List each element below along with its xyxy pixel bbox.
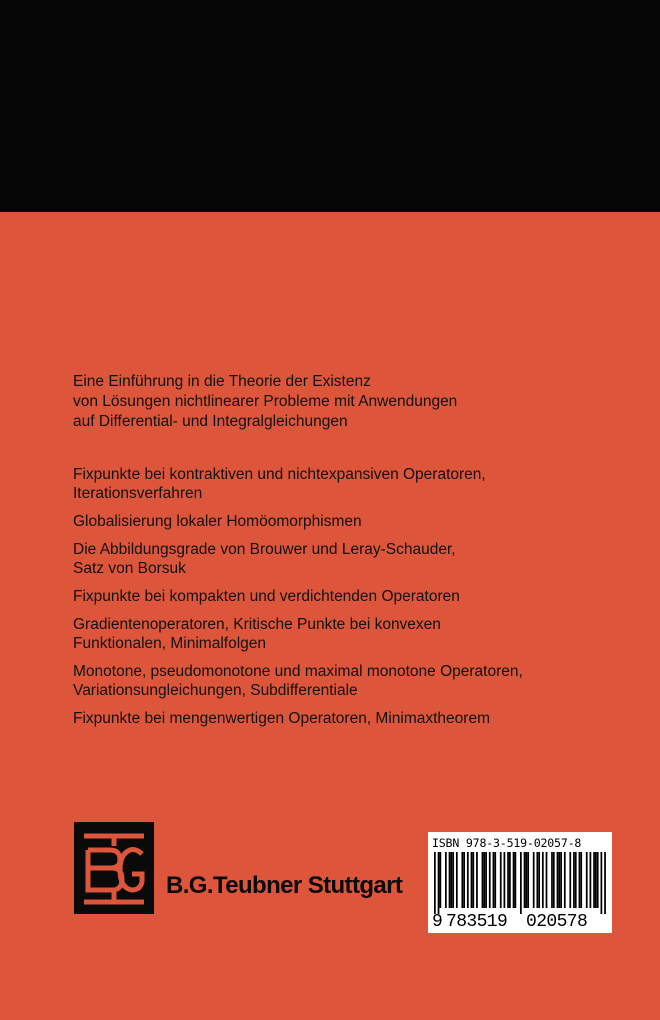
topic-line: Die Abbildungsgrade von Brouwer und Leray-Schauder,: [73, 541, 456, 558]
barcode-bar: [476, 852, 478, 908]
barcode-bar: [542, 852, 544, 908]
barcode-bar: [445, 852, 447, 908]
black-top-band: [0, 0, 660, 212]
topic-line: Monotone, pseudomonotone und maximal monotone Operatoren,: [73, 663, 523, 680]
barcode-bar: [536, 852, 538, 908]
barcode-bar: [449, 852, 451, 908]
topic-item: [73, 465, 648, 503]
intro-line: von Lösungen nichtlinearer Probleme mit Anwendungen: [73, 393, 458, 410]
intro-text: [73, 372, 643, 432]
topic-line: Iterationsverfahren: [73, 485, 203, 502]
barcode-bar: [471, 852, 473, 908]
barcode-bar: [434, 852, 436, 914]
barcode-bar: [590, 852, 592, 908]
barcode-group-2: 020578: [526, 912, 588, 932]
barcode-bar: [461, 852, 463, 908]
barcode-bar: [450, 852, 452, 908]
topic-line: Globalisierung lokaler Homöomorphismen: [73, 513, 362, 530]
barcode-bar: [597, 852, 599, 908]
barcode-bar: [551, 852, 553, 908]
barcode-bar: [456, 852, 458, 908]
barcode-bar: [439, 852, 441, 908]
barcode-bar: [569, 852, 571, 908]
barcode-bar: [533, 852, 535, 908]
teubner-logo: [74, 822, 154, 914]
topic-item: [73, 512, 648, 531]
topic-line: Funktionalen, Minimalfolgen: [73, 635, 266, 652]
topic-item: [73, 709, 648, 728]
barcode-bar: [580, 852, 582, 908]
topic-line: Variationsungleichungen, Subdifferentiale: [73, 682, 358, 699]
isbn-barcode: [428, 832, 612, 933]
barcode-bar: [553, 852, 555, 908]
intro-line: Eine Einführung in die Theorie der Existenz: [73, 373, 371, 390]
barcode-bar: [504, 852, 506, 908]
topic-line: Fixpunkte bei mengenwertigen Operatoren, Minimaxtheorem: [73, 710, 490, 727]
barcode-bar: [509, 852, 511, 908]
barcode-bar: [483, 852, 485, 908]
barcode-bar: [515, 852, 517, 908]
barcode-bar: [524, 852, 526, 908]
barcode-bar: [489, 852, 491, 908]
barcode-bar: [586, 852, 588, 908]
barcode-bar: [527, 852, 529, 908]
barcode-bar: [452, 852, 454, 908]
topic-line: Gradientenoperatoren, Kritische Punkte bei konvexen: [73, 616, 441, 633]
barcode-bar: [482, 852, 484, 908]
barcode-bar: [601, 852, 603, 914]
topic-line: Satz von Borsuk: [73, 560, 186, 577]
barcode-bars: [434, 852, 606, 914]
topic-item: [73, 662, 648, 700]
barcode-first-digit: 9: [432, 912, 443, 932]
publisher-name: B.G.Teubner Stuttgart: [166, 872, 403, 899]
topic-item: [73, 615, 648, 653]
topic-item: [73, 587, 648, 606]
barcode-bar: [513, 852, 515, 908]
barcode-bar: [494, 852, 496, 908]
barcode-bar: [500, 852, 502, 908]
barcode-bar: [557, 852, 559, 908]
barcode-bar: [593, 852, 595, 908]
barcode-bar: [595, 852, 597, 908]
barcode-bar: [604, 852, 606, 914]
intro-line: auf Differential- und Integralgleichungen: [73, 413, 348, 430]
barcode-bar: [564, 852, 566, 908]
barcode-bar: [579, 852, 581, 908]
isbn-label: ISBN 978-3-519-02057-8: [432, 836, 582, 850]
topic-line: Fixpunkte bei kontraktiven und nichtexpansiven Operatoren,: [73, 466, 486, 483]
barcode-bar: [507, 852, 509, 908]
barcode-bar: [472, 852, 474, 908]
barcode-digits: [432, 912, 610, 932]
barcode-bar: [493, 852, 495, 908]
barcode-bar: [438, 852, 440, 914]
barcode-group-1: 783519: [446, 912, 508, 932]
barcode-bar: [520, 852, 522, 914]
barcode-bar: [467, 852, 469, 908]
topic-item: [73, 540, 648, 578]
barcode-bar: [525, 852, 527, 908]
barcode-bar: [538, 852, 540, 908]
barcode-bar: [573, 852, 575, 908]
teubner-logo-icon: [74, 822, 154, 914]
barcode-bar: [463, 852, 465, 908]
barcode-bar: [485, 852, 487, 908]
topic-line: Fixpunkte bei kompakten und verdichtenden Operatoren: [73, 588, 460, 605]
barcode-bar: [575, 852, 577, 908]
barcode-bar: [546, 852, 548, 908]
topic-list: [73, 465, 648, 737]
barcode-bar: [558, 852, 560, 908]
barcode-bar: [560, 852, 562, 908]
